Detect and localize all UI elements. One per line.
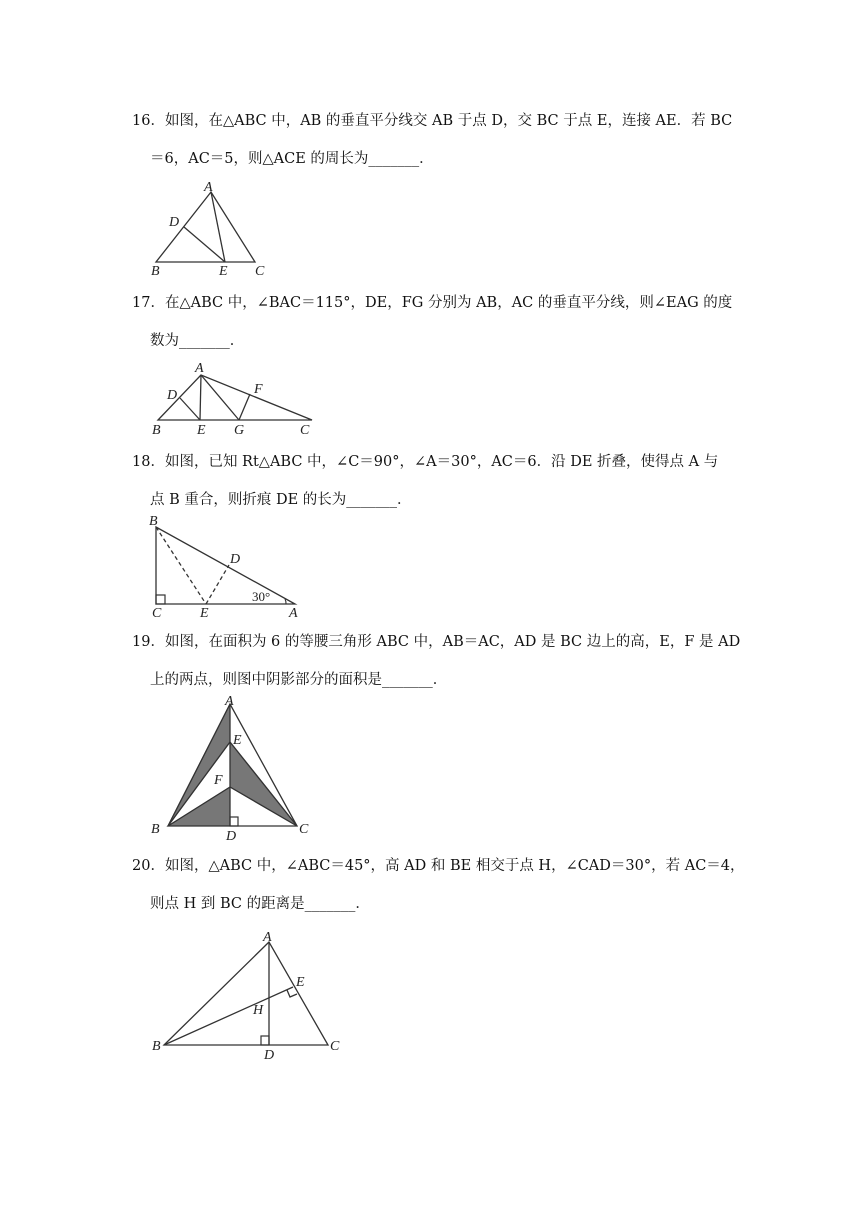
label-d: D: [230, 552, 241, 567]
angle-label: 30°: [252, 589, 271, 604]
label-c: C: [299, 822, 309, 837]
label-e: E: [200, 606, 209, 621]
problem-19-line-1: 19．如图，在面积为 6 的等腰三角形 ABC 中，AB＝AC，AD 是 BC 边上的高，E，F 是 AD: [132, 634, 741, 650]
label-e: E: [197, 423, 206, 438]
figure-18: [140, 508, 310, 620]
problem-18-line-2: 点 B 重合，则折痕 DE 的长为_______．: [150, 492, 412, 508]
label-c: C: [300, 423, 310, 438]
label-d: D: [167, 388, 178, 403]
label-g: G: [234, 423, 245, 438]
problem-17-line-2: 数为_______．: [150, 333, 245, 349]
label-d: D: [169, 215, 180, 230]
label-b: B: [151, 264, 160, 279]
problem-20-line-1: 20．如图，△ABC 中，∠ABC＝45°，高 AD 和 BE 相交于点 H，∠CAD＝30°，若 AC＝4，: [132, 858, 745, 874]
label-f: F: [254, 382, 263, 397]
problem-20: [132, 856, 745, 914]
label-c: C: [152, 606, 162, 621]
label-f: F: [214, 773, 223, 788]
problem-18: [132, 452, 732, 510]
label-e: E: [233, 733, 242, 748]
label-a: A: [289, 606, 298, 621]
label-a: A: [204, 180, 213, 195]
problem-20-line-2: 则点 H 到 BC 的距离是_______．: [150, 896, 370, 912]
problem-16-line-2: ＝6，AC＝5，则△ACE 的周长为_______．: [150, 151, 434, 167]
problem-17-line-1: 17．在△ABC 中，∠BAC＝115°，DE，FG 分别为 AB，AC 的垂直平分线，则∠EAG 的度: [132, 295, 733, 311]
label-b: B: [151, 822, 160, 837]
label-b: B: [149, 514, 158, 529]
label-b: B: [152, 1039, 161, 1054]
figure-20: [140, 922, 360, 1062]
problem-19-line-2: 上的两点，则图中阴影部分的面积是_______．: [150, 672, 448, 688]
label-e: E: [296, 975, 305, 990]
label-c: C: [255, 264, 265, 279]
problem-16-line-1: 16．如图，在△ABC 中，AB 的垂直平分线交 AB 于点 D，交 BC 于点 E，连接 AE．若 BC: [132, 113, 733, 129]
label-d: D: [264, 1048, 275, 1063]
label-a: A: [263, 930, 272, 945]
label-e: E: [219, 264, 228, 279]
figure-16: [140, 176, 280, 280]
label-b: B: [152, 423, 161, 438]
figure-19: [140, 692, 320, 842]
problem-16: [132, 111, 732, 169]
label-h: H: [253, 1003, 264, 1018]
label-a: A: [195, 361, 204, 376]
label-d: D: [226, 829, 237, 844]
problem-19: [132, 632, 741, 690]
label-c: C: [330, 1039, 340, 1054]
label-a: A: [225, 694, 234, 709]
problem-18-line-1: 18．如图，已知 Rt△ABC 中，∠C＝90°，∠A＝30°，AC＝6．沿 DE 折叠，使得点 A 与: [132, 454, 719, 470]
problem-17: [132, 293, 732, 351]
figure-17: [140, 358, 320, 438]
